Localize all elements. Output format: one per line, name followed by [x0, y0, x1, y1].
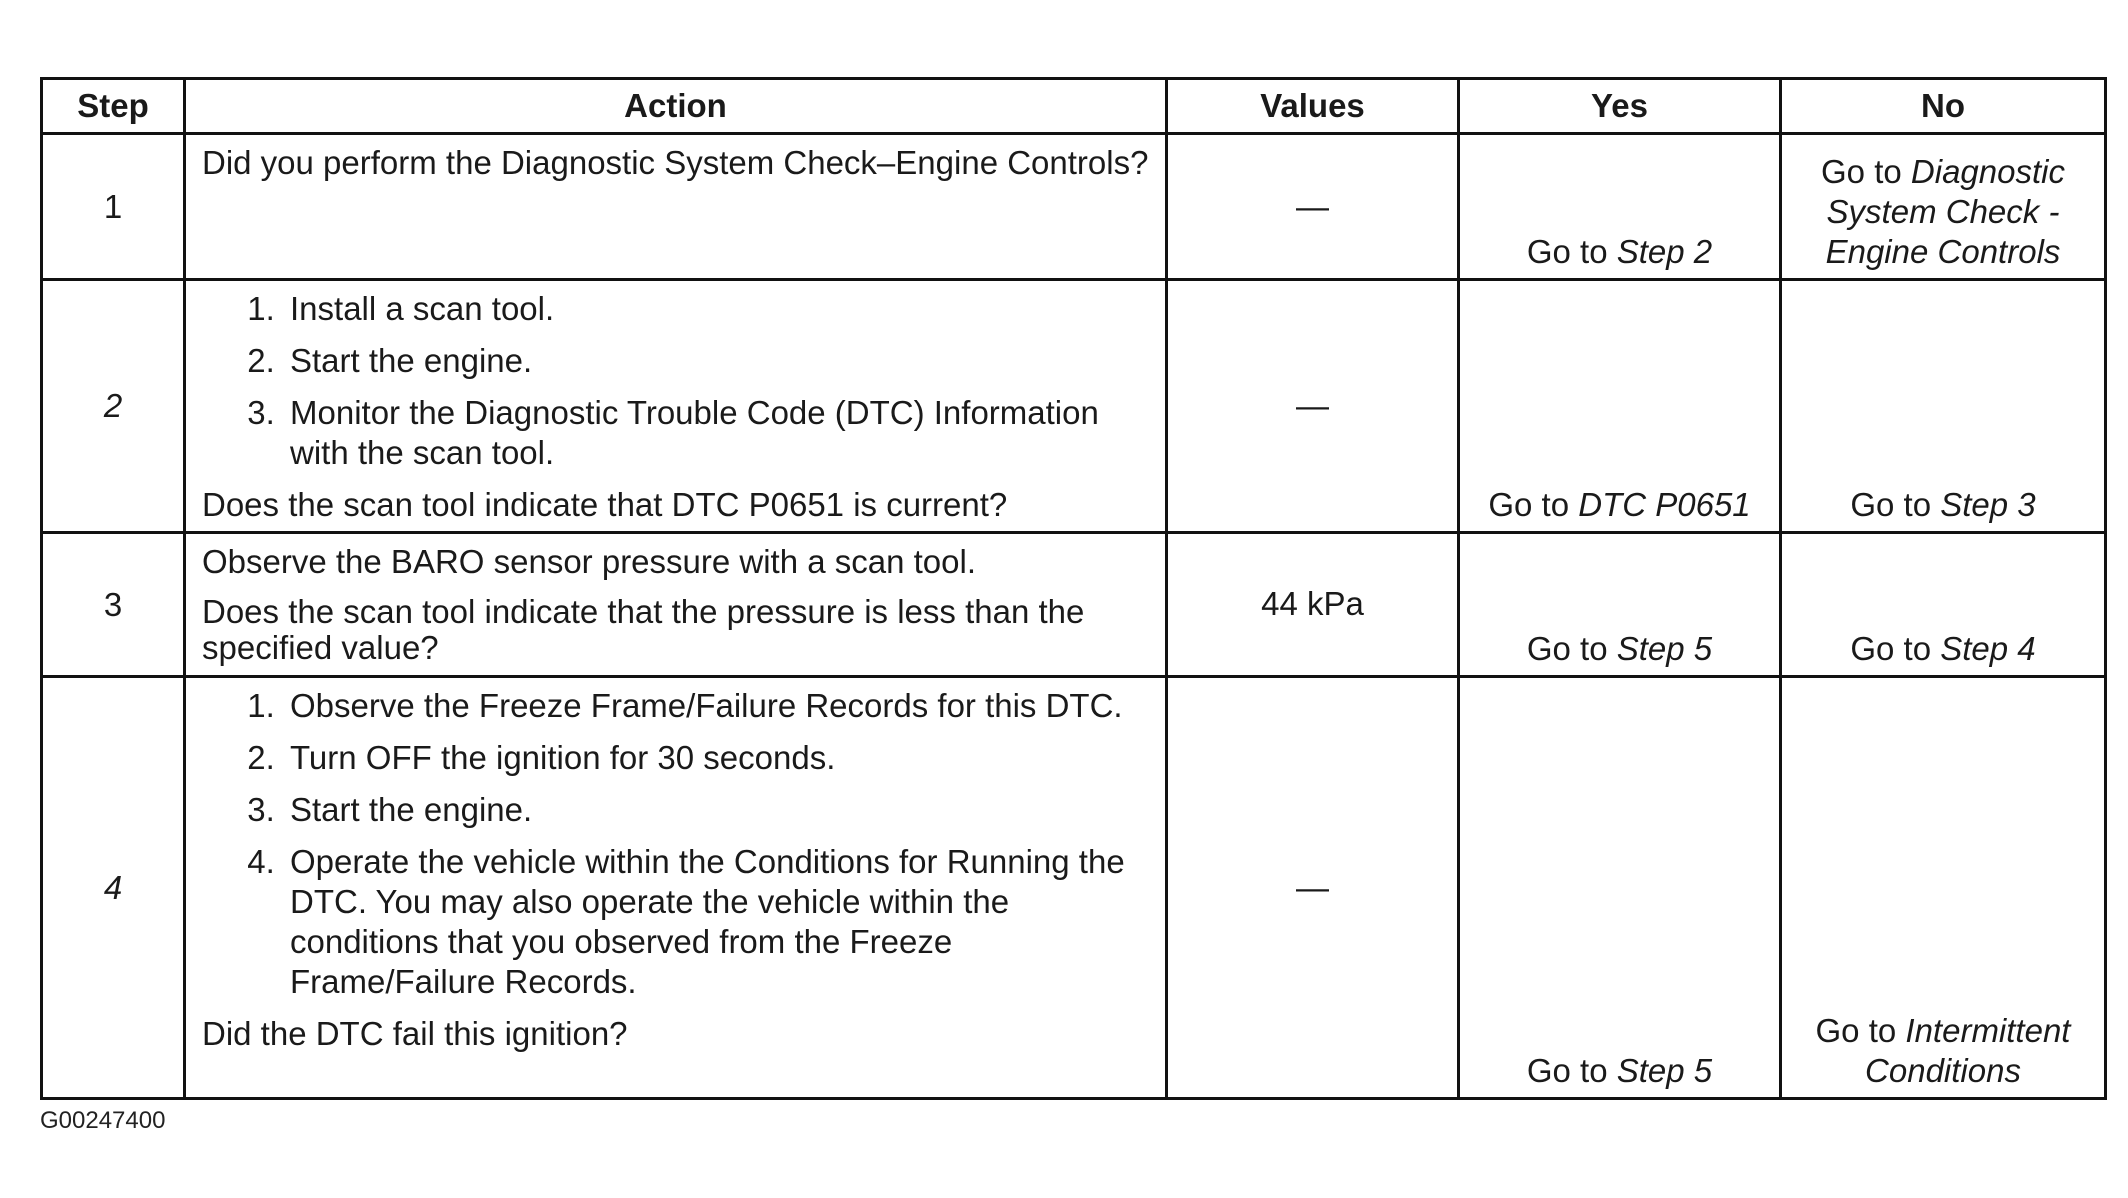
action-question: Does the scan tool indicate that DTC P0651 is current?	[202, 486, 1008, 523]
no-cell	[1781, 280, 2106, 533]
action-step: 3. Start the engine.	[284, 790, 1149, 830]
action-step: 1. Observe the Freeze Frame/Failure Records for this DTC.	[284, 686, 1149, 726]
no-target: Diagnostic System Check - Engine Controls	[1825, 153, 2065, 270]
yes-target: Step 2	[1616, 233, 1713, 270]
action-steps	[202, 686, 1149, 1002]
table-row	[42, 533, 2106, 677]
action-step: 4. Operate the vehicle within the Conditions for Running the DTC. You may also operate the vehicle within the conditions that you observed from the Freeze Frame/Failure Records.	[284, 842, 1149, 1002]
step-number: 1	[42, 134, 185, 280]
action-step: 1. Install a scan tool.	[284, 289, 1149, 329]
action-question: Did the DTC fail this ignition?	[202, 1015, 628, 1052]
action-question: Does the scan tool indicate that the pressure is less than the specified value?	[202, 593, 1085, 666]
yes-cell	[1459, 280, 1781, 533]
figure-id: G00247400	[40, 1107, 166, 1134]
action-text: Observe the BARO sensor pressure with a scan tool.	[202, 543, 977, 580]
yes-target: DTC P0651	[1578, 486, 1751, 523]
yes-cell	[1459, 134, 1781, 280]
header-no: No	[1781, 79, 2106, 134]
go-to-prefix: Go to	[1821, 153, 1902, 190]
step-number: 3	[42, 533, 185, 677]
no-cell	[1781, 677, 2106, 1099]
yes-cell	[1459, 677, 1781, 1099]
action-cell	[185, 533, 1167, 677]
values-cell: 44 kPa	[1167, 533, 1459, 677]
values-cell: —	[1167, 280, 1459, 533]
step-number: 2	[42, 280, 185, 533]
header-values: Values	[1167, 79, 1459, 134]
step-number: 4	[42, 677, 185, 1099]
action-steps	[202, 289, 1149, 473]
no-target: Intermittent Conditions	[1865, 1012, 2071, 1089]
go-to-prefix: Go to	[1850, 486, 1932, 523]
go-to-prefix: Go to	[1488, 486, 1570, 523]
yes-target: Step 5	[1616, 630, 1713, 667]
table-row	[42, 134, 2106, 280]
go-to-prefix: Go to	[1526, 233, 1608, 270]
action-cell	[185, 134, 1167, 280]
yes-cell	[1459, 533, 1781, 677]
no-cell	[1781, 134, 2106, 280]
action-step: 2. Turn OFF the ignition for 30 seconds.	[284, 738, 1149, 778]
table-row	[42, 280, 2106, 533]
go-to-prefix: Go to	[1526, 630, 1608, 667]
values-cell: —	[1167, 677, 1459, 1099]
header-action: Action	[185, 79, 1167, 134]
action-step: 3. Monitor the Diagnostic Trouble Code (DTC) Information with the scan tool.	[284, 393, 1149, 473]
action-cell	[185, 280, 1167, 533]
go-to-prefix: Go to	[1526, 1052, 1608, 1089]
action-text: Did you perform the Diagnostic System Check–Engine Controls?	[202, 144, 1149, 181]
header-step: Step	[42, 79, 185, 134]
header-row	[42, 79, 2106, 134]
no-target: Step 3	[1940, 486, 2036, 523]
diagnostic-table	[40, 77, 2107, 1100]
yes-target: Step 5	[1616, 1052, 1713, 1089]
table-row	[42, 677, 2106, 1099]
no-cell	[1781, 533, 2106, 677]
values-cell: —	[1167, 134, 1459, 280]
action-cell	[185, 677, 1167, 1099]
go-to-prefix: Go to	[1850, 630, 1932, 667]
go-to-prefix: Go to	[1815, 1012, 1897, 1049]
action-step: 2. Start the engine.	[284, 341, 1149, 381]
header-yes: Yes	[1459, 79, 1781, 134]
no-target: Step 4	[1940, 630, 2036, 667]
